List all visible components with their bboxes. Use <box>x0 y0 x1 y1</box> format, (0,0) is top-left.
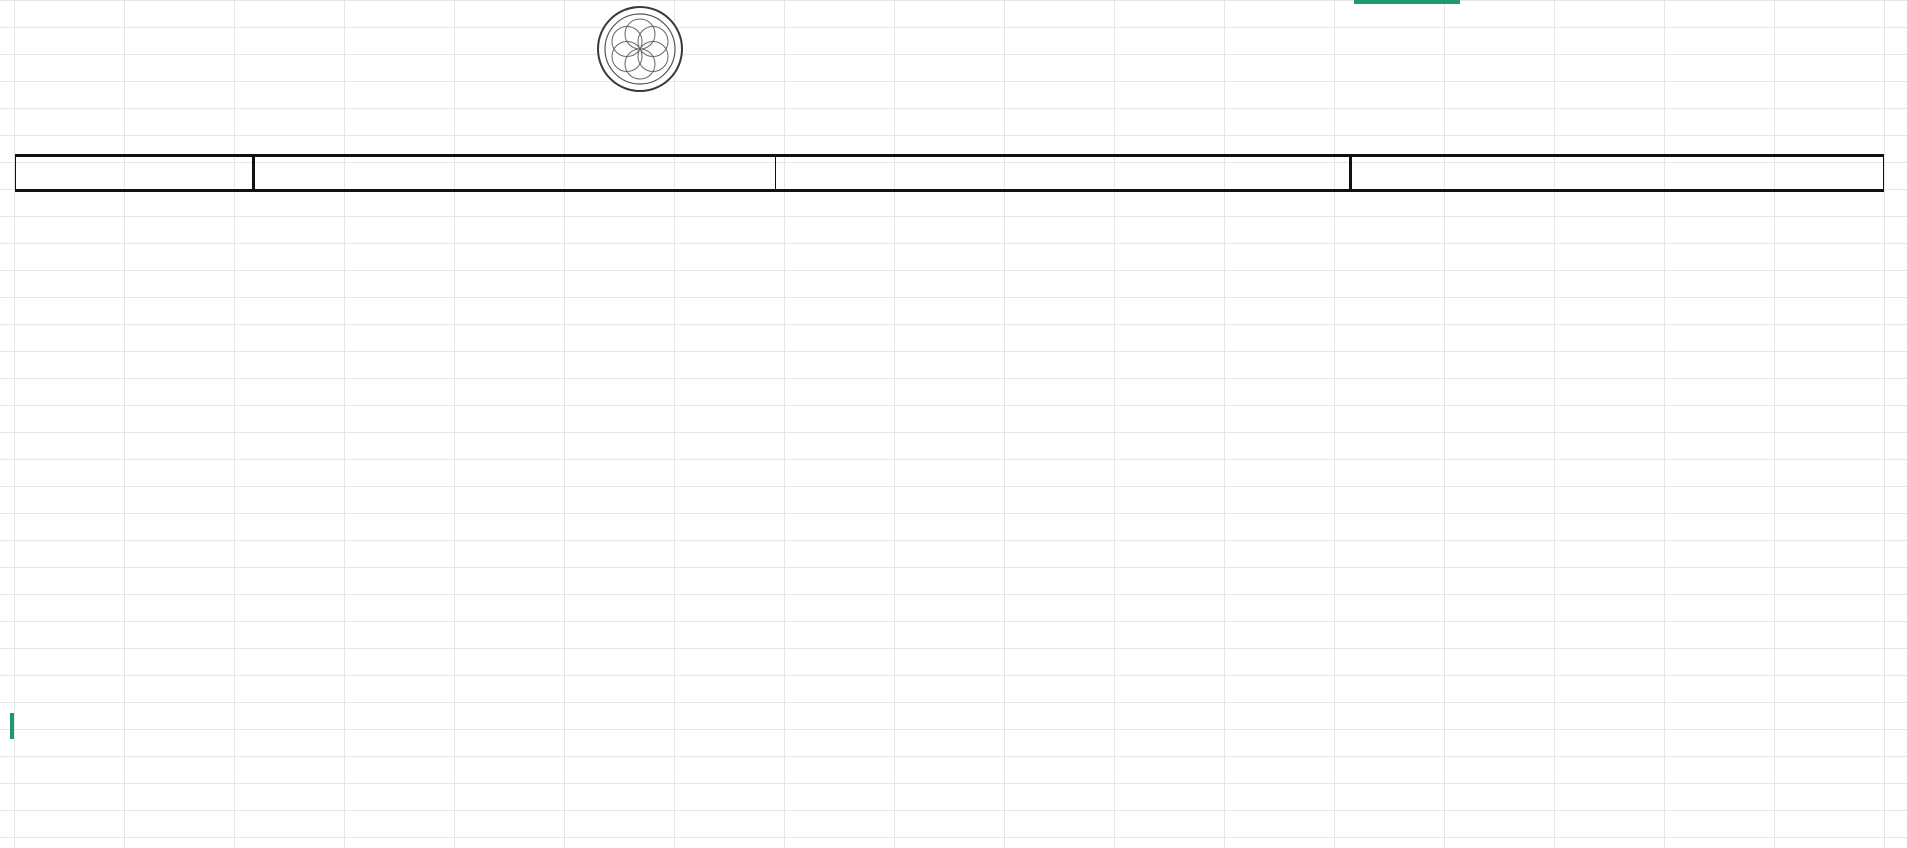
group-header-row <box>16 156 1884 191</box>
row-selection-marker <box>10 713 14 739</box>
price-table <box>15 154 1884 191</box>
group-header-no-downpayment <box>1351 156 1884 191</box>
flower-emblem-icon <box>595 4 685 94</box>
group-header-vaults <box>16 156 254 191</box>
group-header-prices <box>254 156 776 191</box>
column-selection-marker <box>1354 0 1460 4</box>
logo <box>500 4 780 144</box>
contact-section <box>1340 606 1715 610</box>
group-header-long-term <box>776 156 1351 191</box>
